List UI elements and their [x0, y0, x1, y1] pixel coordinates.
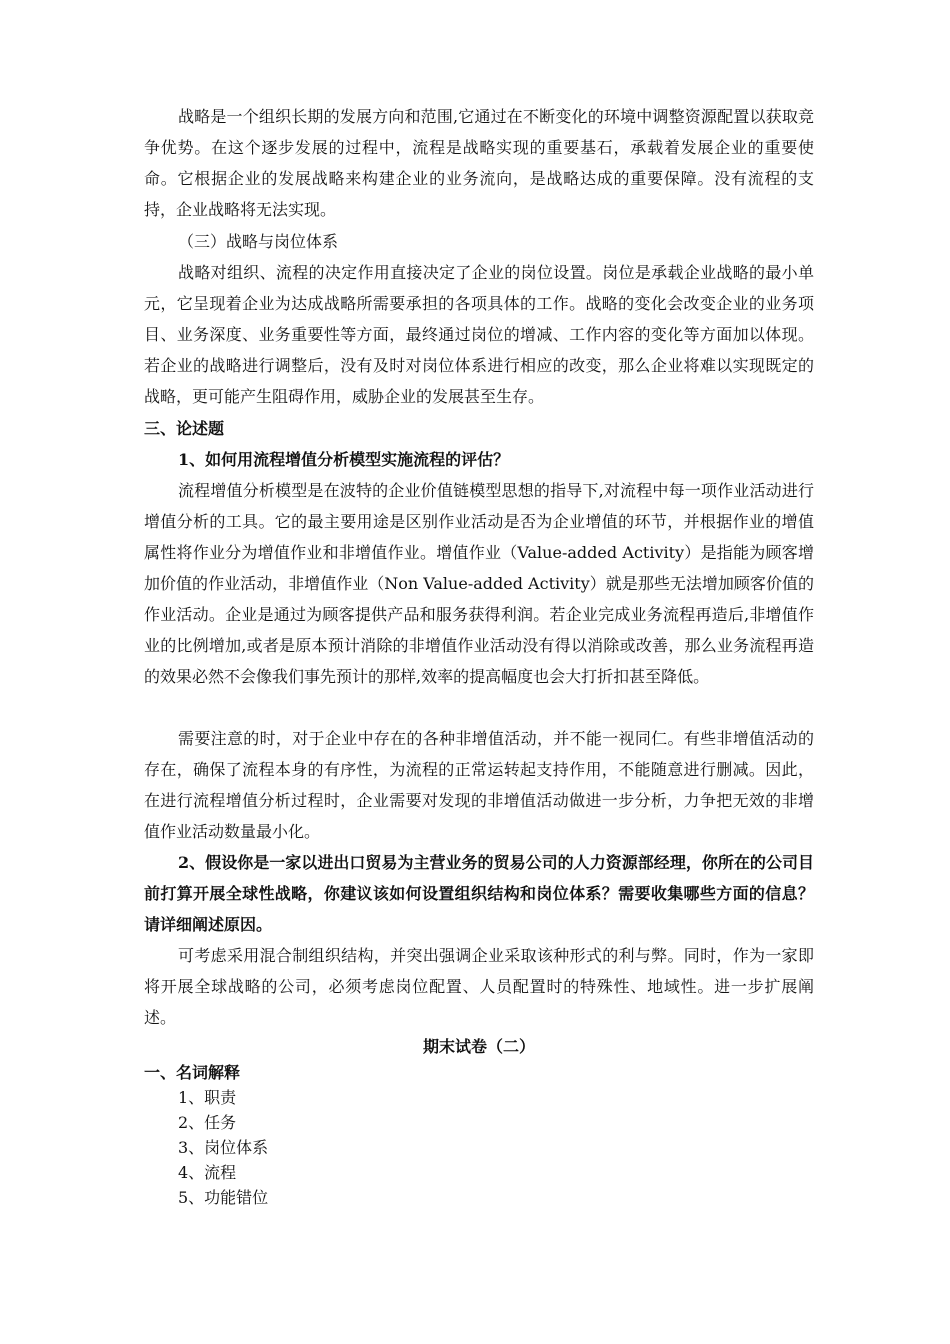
section-heading-terms: 一、名词解释 — [144, 1063, 241, 1082]
paragraph-answer-2: 可考虑采用混合制组织结构，并突出强调企业采取该种形式的利与弊。同时，作为一家即将开展全球战略的公司，必须考虑岗位配置、人员配置时的特殊性、地域性。进一步扩展阐述。 — [144, 946, 814, 1027]
list-item: 5、功能错位 — [178, 1188, 269, 1207]
list-item: 4、流程 — [178, 1163, 237, 1182]
list-item: 3、岗位体系 — [178, 1138, 269, 1157]
section-heading-essay: 三、论述题 — [144, 419, 225, 438]
list-item: 1、职责 — [178, 1088, 237, 1107]
question-2: 2、假设你是一家以进出口贸易为主营业务的贸易公司的人力资源部经理，你所在的公司目前打算开展全球性战略，你建议该如何设置组织结构和岗位体系？需要收集哪些方面的信息？请详细阐述原因。 — [144, 853, 814, 934]
question-1: 1、如何用流程增值分析模型实施流程的评估？ — [178, 450, 510, 469]
list-item: 2、任务 — [178, 1113, 237, 1132]
terms-list — [178, 1085, 268, 1210]
exam-title: 期末试卷（二） — [422, 1037, 535, 1056]
subheading-strategy-position: （三）战略与岗位体系 — [178, 232, 339, 251]
paragraph-strategy-process: 战略是一个组织长期的发展方向和范围,它通过在不断变化的环境中调整资源配置以获取竞争优势。在这个逐步发展的过程中，流程是战略实现的重要基石，承载着发展企业的重要使命。它根据企业的发展战略来构建企业的业务流向，是战略达成的重要保障。没有流程的支持，企业战略将无法实现。 — [144, 107, 814, 219]
paragraph-strategy-position: 战略对组织、流程的决定作用直接决定了企业的岗位设置。岗位是承载企业战略的最小单元，它呈现着企业为达成战略所需要承担的各项具体的工作。战略的变化会改变企业的业务项目、业务深度、业务重要性等方面，最终通过岗位的增减、工作内容的变化等方面加以体现。若企业的战略进行调整后，没有及时对岗位体系进行相应的改变，那么企业将难以实现既定的战略，更可能产生阻碍作用，威胁企业的发展甚至生存。 — [144, 263, 814, 406]
paragraph-non-value-activities: 需要注意的时，对于企业中存在的各种非增值活动，并不能一视同仁。有些非增值活动的存在，确保了流程本身的有序性，为流程的正常运转起支持作用，不能随意进行删减。因此，在进行流程增值分析过程时，企业需要对发现的非增值活动做进一步分析，力争把无效的非增值作业活动数量最小化。 — [144, 729, 814, 841]
paragraph-value-analysis: 流程增值分析模型是在波特的企业价值链模型思想的指导下,对流程中每一项作业活动进行增值分析的工具。它的最主要用途是区别作业活动是否为企业增值的环节，并根据作业的增值属性将作业分为增值作业和非增值作业。增值作业（Value-added Activity）是指能为顾客增加价值的作业活动，非增值作业（Non Value-added Activity）就是那些无法增加顾客价值的作业活动。企业是通过为顾客提供产品和服务获得利润。若企业完成业务流程再造后,非增值作业的比例增加,或者是原本预计消除的非增值作业活动没有得以消除或改善，那么业务流程再造的效果必然不会像我们事先预计的那样,效率的提高幅度也会大打折扣甚至降低。 — [144, 481, 814, 686]
